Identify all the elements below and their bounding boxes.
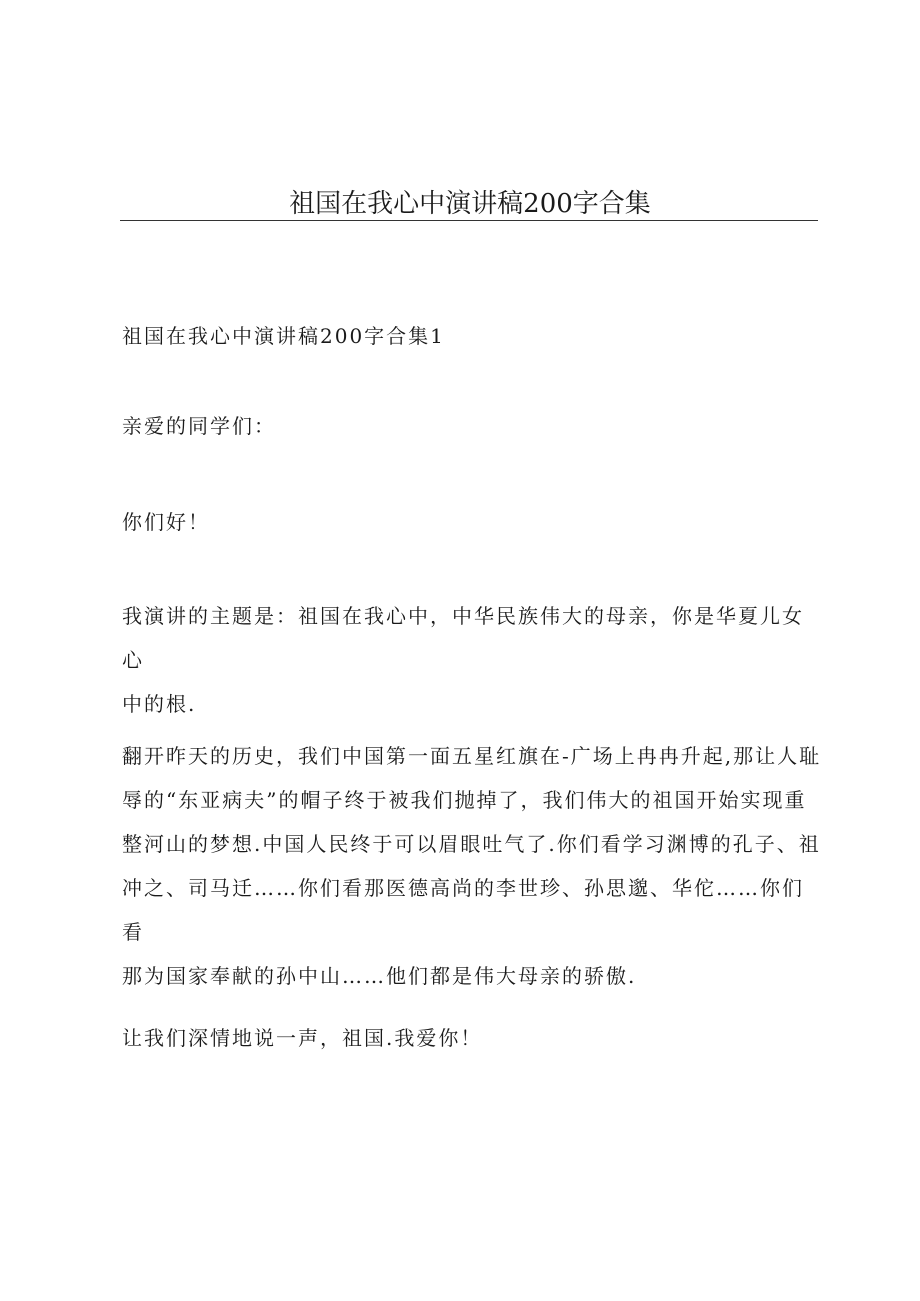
greeting-paragraph: 亲爱的同学们： bbox=[122, 414, 276, 438]
document-title: 祖国在我心中演讲稿200字合集 bbox=[289, 189, 651, 219]
theme-paragraph: 我演讲的主题是：祖国在我心中，中华民族伟大的母亲，你是华夏儿女心 中的根. bbox=[122, 604, 804, 716]
title-underline bbox=[120, 220, 818, 221]
closing-paragraph: 让我们深情地说一声，祖国.我爱你！ bbox=[122, 1026, 483, 1050]
hello-paragraph: 你们好！ bbox=[122, 510, 210, 534]
history-paragraph: 翻开昨天的历史，我们中国第一面五星红旗在-广场上冉冉升起,那让人耻 辱的“东亚病夫”的帽子终于被我们抛掉了，我们伟大的祖国开始实现重 整河山的梦想.中国人民终于可以眉眼吐气了.你们看学习渊博的孔子、祖 冲之、司马迁……你们看那医德高尚的李世珍、孙思邈、华佗……你们看 那为国家奉献的孙中山……他们都是伟大母亲的骄傲. bbox=[122, 744, 822, 988]
section-heading: 祖国在我心中演讲稿200字合集1 bbox=[122, 324, 445, 348]
